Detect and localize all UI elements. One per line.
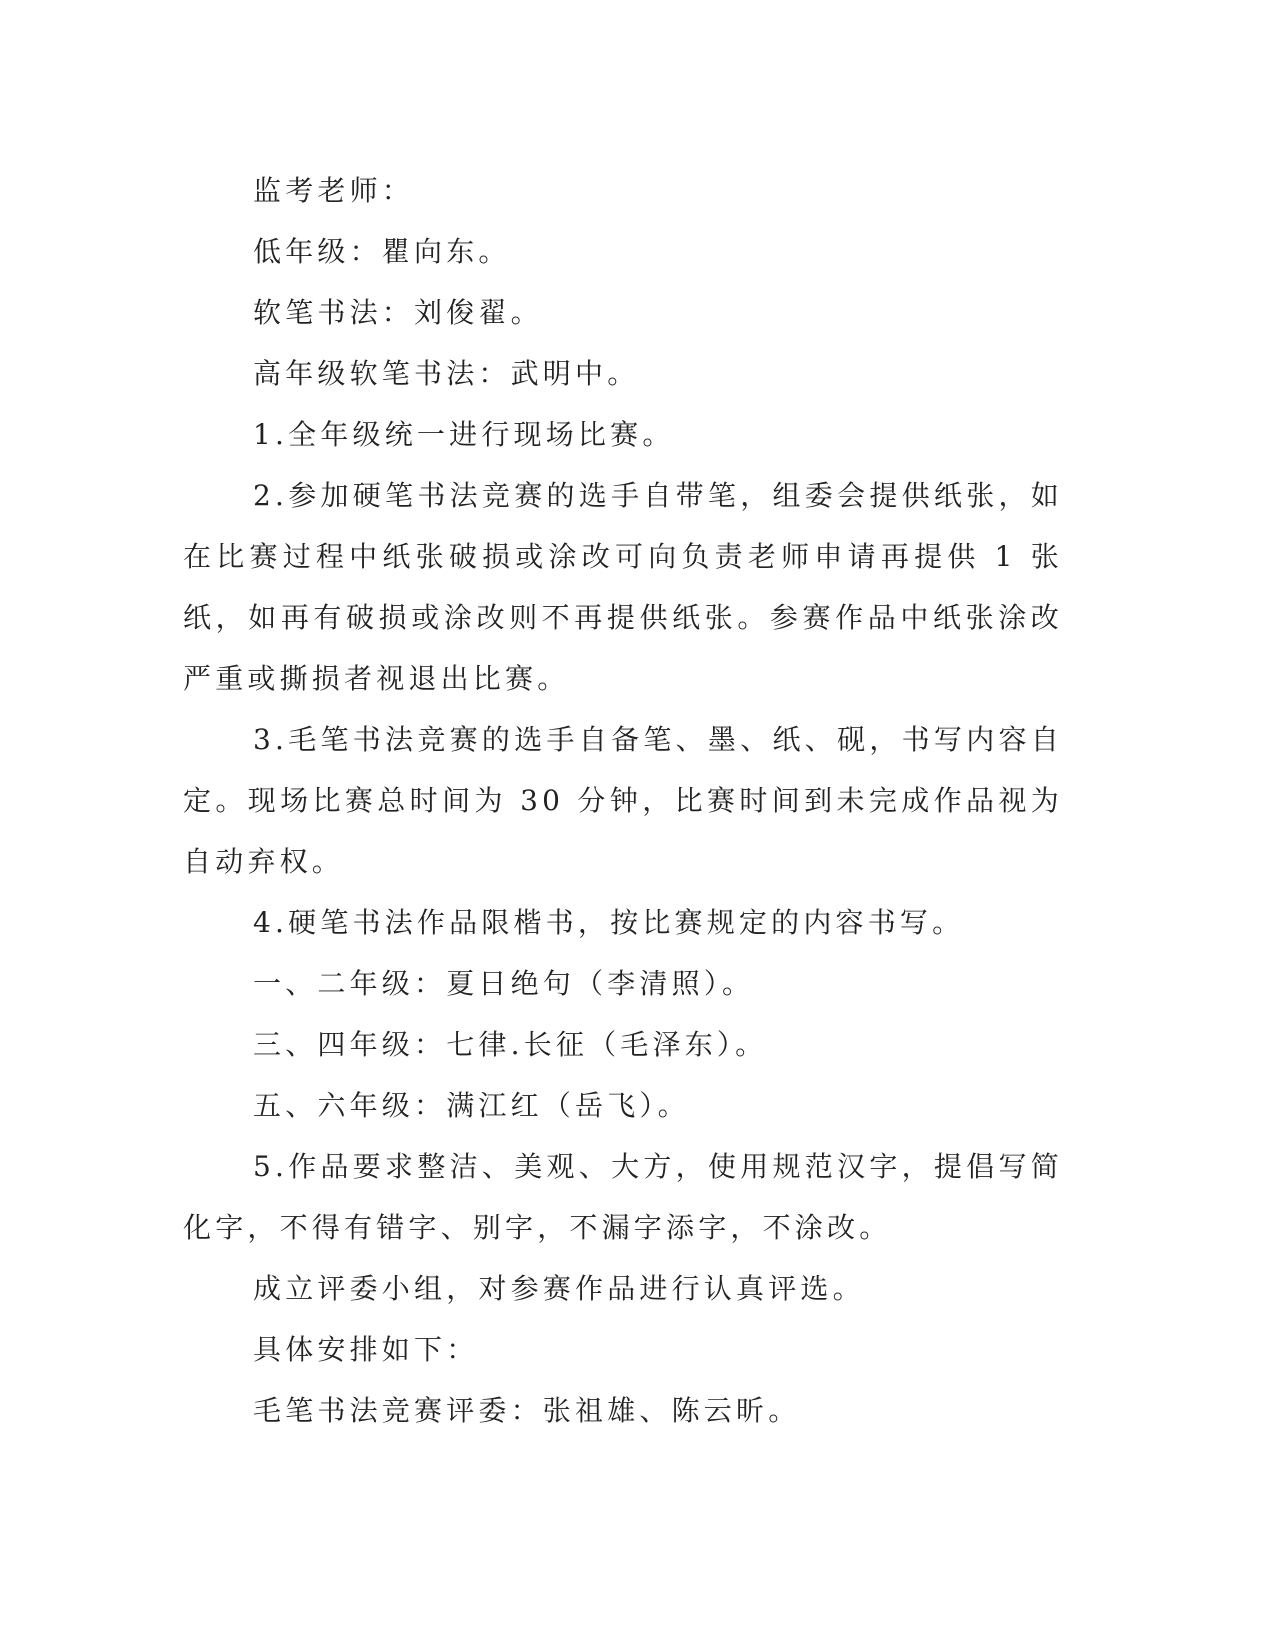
rule-3: 3.毛笔书法竞赛的选手自备笔、墨、纸、砚，书写内容自定。现场比赛总时间为 30 分钟，比赛时间到未完成作品视为自动弃权。 [183, 723, 1063, 878]
content-grades-5-6: 五、六年级：满江红（岳飞）。 [253, 1089, 690, 1122]
rule-2: 2.参加硬笔书法竞赛的选手自带笔，组委会提供纸张，如在比赛过程中纸张破损或涂改可向负责老师申请再提供 1 张纸，如再有破损或涂改则不再提供纸张。参赛作品中纸张涂改严重或撕损者视退出比赛。 [183, 479, 1063, 695]
proctor-lower-grade: 低年级：瞿向东。 [253, 235, 511, 268]
proctor-heading: 监考老师： [253, 174, 415, 207]
proctor-soft-brush: 软笔书法：刘俊翟。 [253, 296, 543, 329]
content-grades-1-2: 一、二年级：夏日绝句（李清照）。 [253, 967, 755, 1000]
arrangement-heading: 具体安排如下： [253, 1333, 479, 1366]
content-grades-3-4: 三、四年级：七律.长征（毛泽东）。 [253, 1028, 768, 1061]
brush-judges: 毛笔书法竞赛评委：张祖雄、陈云昕。 [253, 1394, 801, 1427]
document-body [183, 160, 1063, 1441]
rule-5: 5.作品要求整洁、美观、大方，使用规范汉字，提倡写简化字，不得有错字、别字，不漏字添字，不涂改。 [183, 1150, 1063, 1244]
rule-1: 1.全年级统一进行现场比赛。 [253, 418, 675, 451]
rule-4: 4.硬笔书法作品限楷书，按比赛规定的内容书写。 [253, 906, 965, 939]
proctor-upper-grade-soft-brush: 高年级软笔书法：武明中。 [253, 357, 640, 390]
judging-panel: 成立评委小组，对参赛作品进行认真评选。 [253, 1272, 865, 1305]
